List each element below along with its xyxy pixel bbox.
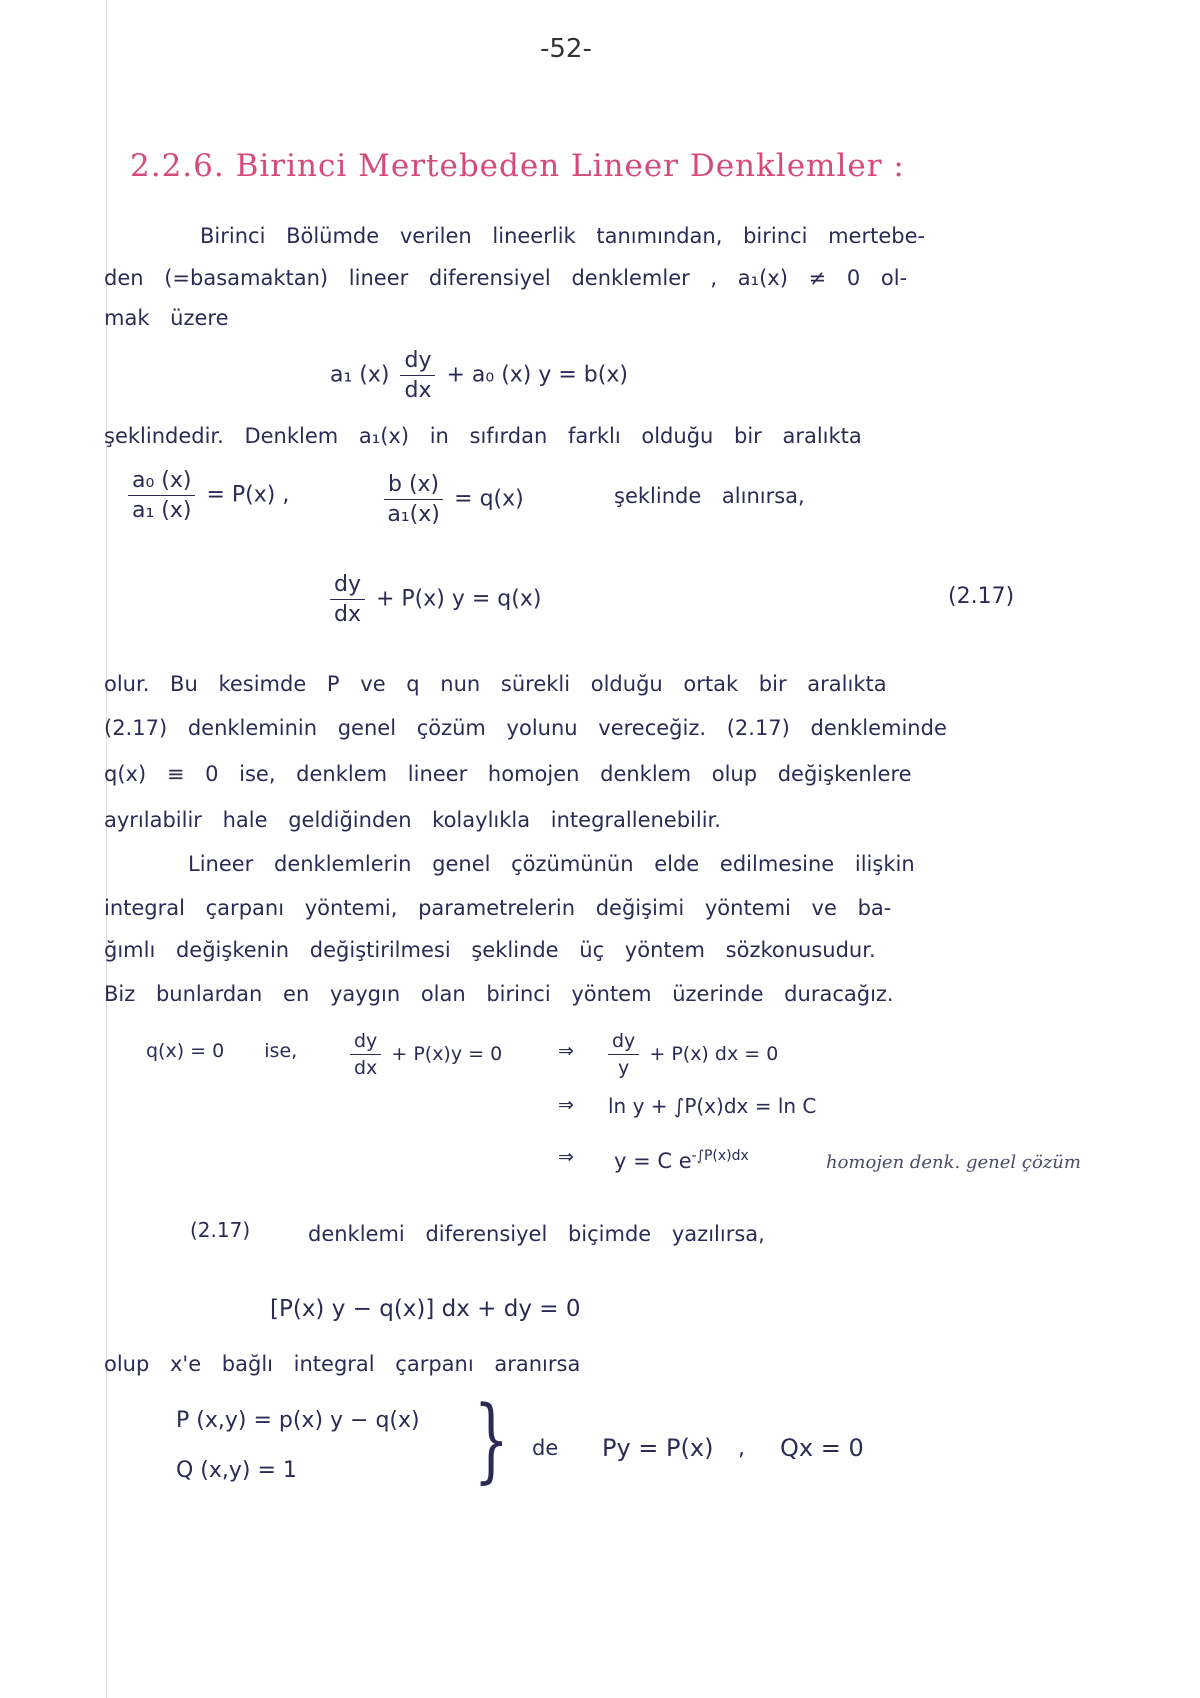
differential-form-sentence: denklemi diferensiyel biçimde yazılırsa, bbox=[308, 1222, 765, 1246]
section-title: 2.2.6. Birinci Mertebeden Lineer Denklemler : bbox=[130, 148, 905, 184]
differential-form-equation: [P(x) y − q(x)] dx + dy = 0 bbox=[270, 1296, 581, 1322]
solution-exponent: -∫P(x)dx bbox=[691, 1148, 749, 1164]
integrating-factor-sentence: olup x'e bağlı integral çarpanı aranırsa bbox=[104, 1352, 581, 1376]
page-number: -52- bbox=[540, 34, 592, 64]
intro-line-3: mak üzere bbox=[104, 306, 229, 330]
homogeneous-solution bbox=[614, 1148, 749, 1173]
numerator: a₀ (x) bbox=[128, 468, 195, 496]
equation-rest: + P(x)y = 0 bbox=[391, 1043, 503, 1065]
fraction-dy-y bbox=[608, 1030, 639, 1079]
definition-p bbox=[124, 468, 289, 523]
body-line-5: Lineer denklemlerin genel çözümünün elde edilmesine ilişkin bbox=[188, 852, 915, 876]
p-definition: P (x,y) = p(x) y − q(x) bbox=[176, 1408, 420, 1433]
denominator: dx bbox=[354, 1057, 378, 1079]
denominator: a₁ (x) bbox=[132, 498, 192, 523]
separated-equation bbox=[604, 1030, 778, 1079]
equation-rest: + P(x) dx = 0 bbox=[649, 1043, 779, 1065]
implies-arrow-3: ⇒ bbox=[558, 1146, 574, 1168]
body-line-8: Biz bunlardan en yaygın olan birinci yöntem üzerinde duracağız. bbox=[104, 982, 894, 1006]
margin-rule bbox=[106, 0, 107, 1698]
margin-note: homojen denk. genel çözüm bbox=[826, 1152, 1081, 1173]
denominator: dx bbox=[334, 602, 361, 627]
ise-word: ise, bbox=[264, 1040, 298, 1062]
shape-tail: şeklinde alınırsa, bbox=[614, 484, 805, 508]
q-definition: Q (x,y) = 1 bbox=[176, 1458, 297, 1483]
fraction-dy-dx bbox=[330, 572, 365, 627]
shape-line-1: şeklindedir. Denklem a₁(x) in sıfırdan farklı olduğu bir aralıkta bbox=[104, 424, 862, 448]
reference-2-17: (2.17) bbox=[190, 1218, 251, 1242]
implies-arrow-1: ⇒ bbox=[558, 1040, 574, 1062]
numerator: dy bbox=[400, 348, 435, 376]
coef-a1: a₁ (x) bbox=[330, 362, 390, 388]
fraction-dy-dx bbox=[400, 348, 435, 403]
homogeneous-condition bbox=[146, 1040, 297, 1062]
implies-arrow-2: ⇒ bbox=[558, 1094, 574, 1116]
body-line-4: ayrılabilir hale geldiğinden kolaylıkla integrallenebilir. bbox=[104, 808, 721, 832]
right-brace: } bbox=[473, 1386, 509, 1493]
fraction-a0-a1 bbox=[128, 468, 195, 523]
equation-2-17 bbox=[326, 572, 541, 627]
denominator: a₁(x) bbox=[387, 502, 440, 527]
definition-q-rhs: = q(x) bbox=[454, 486, 524, 512]
partial-q-x: Qx = 0 bbox=[780, 1434, 864, 1462]
equation-general bbox=[330, 348, 628, 403]
fraction-dy-dx bbox=[350, 1030, 381, 1079]
definition-q bbox=[380, 472, 524, 527]
intro-line-2: den (=basamaktan) lineer diferensiyel denklemler , a₁(x) ≠ 0 ol- bbox=[104, 266, 908, 290]
body-line-7: ğımlı değişkenin değiştirilmesi şeklinde üç yöntem sözkonusudur. bbox=[104, 938, 876, 962]
intro-line-1: Birinci Bölümde verilen lineerlik tanımından, birinci mertebe- bbox=[200, 224, 926, 248]
homogeneous-equation bbox=[346, 1030, 502, 1079]
numerator: dy bbox=[608, 1030, 639, 1055]
body-line-2: (2.17) denkleminin genel çözüm yolunu vereceğiz. (2.17) denkleminde bbox=[104, 716, 947, 740]
partial-p-y: Py = P(x) bbox=[602, 1434, 714, 1462]
solution-base: y = C e bbox=[614, 1149, 692, 1173]
denominator: dx bbox=[404, 378, 432, 403]
denominator: y bbox=[618, 1057, 630, 1079]
numerator: dy bbox=[350, 1030, 381, 1055]
de-word: de bbox=[532, 1436, 559, 1460]
equation-rest: + P(x) y = q(x) bbox=[375, 586, 542, 612]
body-line-6: integral çarpanı yöntemi, parametrelerin değişimi yöntemi ve ba- bbox=[104, 896, 892, 920]
definition-p-rhs: = P(x) , bbox=[206, 482, 290, 508]
equation-label-2-17: (2.17) bbox=[948, 584, 1015, 609]
comma-separator: , bbox=[738, 1436, 745, 1461]
equation-rest: + a₀ (x) y = b(x) bbox=[446, 362, 628, 388]
body-line-1: olur. Bu kesimde P ve q nun sürekli olduğu ortak bir aralıkta bbox=[104, 672, 887, 696]
numerator: dy bbox=[330, 572, 365, 600]
condition-q-zero: q(x) = 0 bbox=[146, 1040, 225, 1062]
fraction-b-a1 bbox=[384, 472, 443, 527]
integrated-equation: ln y + ∫P(x)dx = ln C bbox=[608, 1094, 817, 1118]
numerator: b (x) bbox=[384, 472, 443, 500]
body-line-3: q(x) ≡ 0 ise, denklem lineer homojen denklem olup değişkenlere bbox=[104, 762, 912, 786]
